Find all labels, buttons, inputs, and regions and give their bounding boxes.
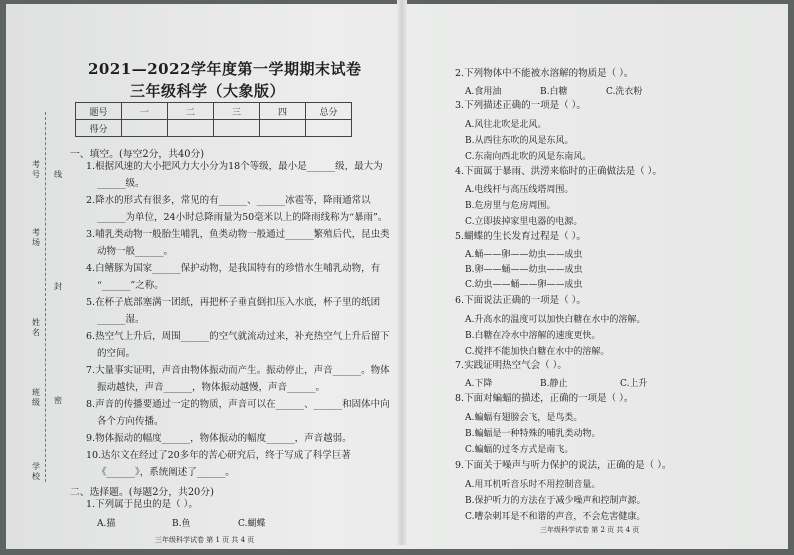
margin-label-exam-number: 考号 [32,160,40,179]
margin-mark-seal: 封 [54,282,62,291]
choice-q5-option-a: A.蛹——卵——幼虫——成虫 [465,250,583,260]
score-cell [260,120,306,137]
choice-q4: 4.下面属于暴雨、洪涝来临时的正确做法是（ ）。 [455,166,662,177]
choice-q7-option-a: A.下降 [465,379,493,389]
exam-title: 2021—2022学年度第一学期期末试卷 [88,60,362,78]
q6-line2: 的空间。 [97,348,136,359]
margin-mark-line: 线 [54,170,62,179]
score-header-cell: 二 [168,103,214,120]
choice-q9: 9.下面关于噪声与听力保护的说法，正确的是（ ）。 [455,460,672,471]
choice-q9-option-c: C.嘈杂刺耳是不和谐的声音，不会危害健康。 [465,512,646,522]
score-table [75,102,352,137]
choice-q6: 6.下面说法正确的一项是（ ）。 [455,295,586,306]
choice-q6-option-a: A.升高水的温度可以加快白糖在水中的溶解。 [465,315,646,325]
choice-q1-option-b: B.鱼 [172,519,191,529]
choice-q2-option-c: C.洗衣粉 [606,87,643,97]
q3-line2: 动物一般______。 [97,246,174,257]
footer-page-1: 三年级科学试卷 第 1 页 共 4 页 [155,536,255,544]
choice-q4-option-b: B.危房里与危房周围。 [465,201,556,211]
score-header-cell: 四 [260,103,306,120]
choice-q1-option-a: A.猫 [97,519,116,529]
choice-q9-option-b: B.保护听力的方法在于减少噪声和控制声源。 [465,496,646,506]
q1-line1: 1.根据风速的大小把风力大小分为18个等级，最小是______级，最大为 [86,161,383,172]
choice-q5-option-b: B.卵——蛹——幼虫——成虫 [465,265,583,275]
margin-mark-secret: 密 [54,396,62,405]
q2-line1: 2.降水的形式有很多，常见的有______、______冰雹等，降雨通常以 [86,195,371,206]
exam-subtitle: 三年级科学（大象版） [130,82,286,100]
q10-line1: 10.达尔文在经过了20多年的苦心研究后，终于写成了科学巨著 [86,450,351,461]
choice-q6-option-c: C.搅拌不能加快白糖在水中的溶解。 [465,347,610,357]
choice-q3-option-b: B.从西往东吹的风是东风。 [465,136,574,146]
choice-q7-option-c: C.上升 [620,379,648,389]
choice-q2-option-b: B.白糖 [540,87,568,97]
choice-q8-option-b: B.蝙蝠是一种特殊的哺乳类动物。 [465,429,601,439]
choice-q7-option-b: B.静止 [540,379,568,389]
score-header-cell: 题号 [76,103,122,120]
section1-heading: 一、填空。(每空2分，共40分) [70,149,205,160]
margin-label-class: 班级 [32,388,40,407]
margin-label-exam-room: 考场 [32,228,40,247]
choice-q2: 2.下列物体中不能被水溶解的物质是（ ）。 [455,68,634,79]
q7-line2: 振动越快，声音______，物体振动越慢，声音______。 [97,382,326,393]
score-cell [122,120,168,137]
binding-line [45,112,46,482]
q10-line2: 《______》，系统阐述了______。 [97,467,235,478]
choice-q9-option-a: A.用耳机听音乐时不用控制音量。 [465,480,601,490]
choice-q8-option-a: A.蝙蝠有翅膀会飞，是鸟类。 [465,413,583,423]
q1-line2: ______级。 [97,178,145,189]
margin-label-school: 学校 [32,462,40,481]
choice-q8-option-c: C.蝙蝠的过冬方式是南飞。 [465,445,574,455]
q5-line1: 5.在杯子底部塞满一团纸，再把杯子垂直倒扣压入水底，杯子里的纸团 [86,297,381,308]
q2-line2: ______为单位，24小时总降雨量为50毫米以上的降雨线称为“暴雨”。 [97,212,388,223]
q7-line1: 7.大量事实证明，声音由物体振动而产生。振动停止，声音______。物体 [86,365,390,376]
q6-line1: 6.热空气上升后，周围______的空气就流动过来，补充热空气上升后留下 [86,331,390,342]
q9-line: 9.物体振动的幅度______，物体振动的幅度______，声音越弱。 [86,433,352,444]
score-header-cell: 总分 [306,103,352,120]
choice-q1: 1.下列属于昆虫的是（ ）。 [86,499,198,510]
choice-q6-option-b: B.白糖在冷水中溶解的速度更快。 [465,331,601,341]
choice-q3-option-a: A.风往北吹是北风。 [465,120,547,130]
section2-heading: 二、选择题。(每题2分，共20分) [70,487,214,498]
q8-line2: 各个方向传播。 [97,416,164,427]
page-fold [397,0,407,545]
choice-q3: 3.下列描述正确的一项是（ ）。 [455,100,586,111]
choice-q2-option-a: A.食用油 [465,87,502,97]
score-header-cell: 一 [122,103,168,120]
choice-q5: 5.蝴蝶的生长发育过程是（ ）。 [455,231,586,242]
choice-q3-option-c: C.东南向西北吹的风是东南风。 [465,152,592,162]
margin-label-name: 姓名 [32,318,40,337]
score-cell [306,120,352,137]
q4-line2: “______”之称。 [97,280,164,291]
score-row-label: 得分 [76,120,122,137]
score-cell [168,120,214,137]
choice-q4-option-a: A.电线杆与高压线塔周围。 [465,185,574,195]
q4-line1: 4.白鳍豚为国家______保护动物，是我国特有的珍惜水生哺乳动物，有 [86,263,381,274]
score-header-cell: 三 [214,103,260,120]
q8-line1: 8.声音的传播要通过一定的物质，声音可以在______、______和固体中向 [86,399,390,410]
choice-q7: 7.实践证明热空气会（ ）。 [455,360,567,371]
choice-q5-option-c: C.幼虫——蛹——卵——成虫 [465,280,583,290]
score-cell [214,120,260,137]
q5-line2: ______湿。 [97,314,145,325]
choice-q1-option-c: C.蝴蝶 [238,519,266,529]
q3-line1: 3.哺乳类动物一般胎生哺乳，鱼类动物一般通过______繁殖后代，昆虫类 [86,229,390,240]
choice-q8: 8.下面对蝙蝠的描述，正确的一项是（ ）。 [455,393,634,404]
footer-page-2: 三年级科学试卷 第 2 页 共 4 页 [540,526,640,534]
choice-q4-option-c: C.立即拔掉家里电器的电源。 [465,217,583,227]
